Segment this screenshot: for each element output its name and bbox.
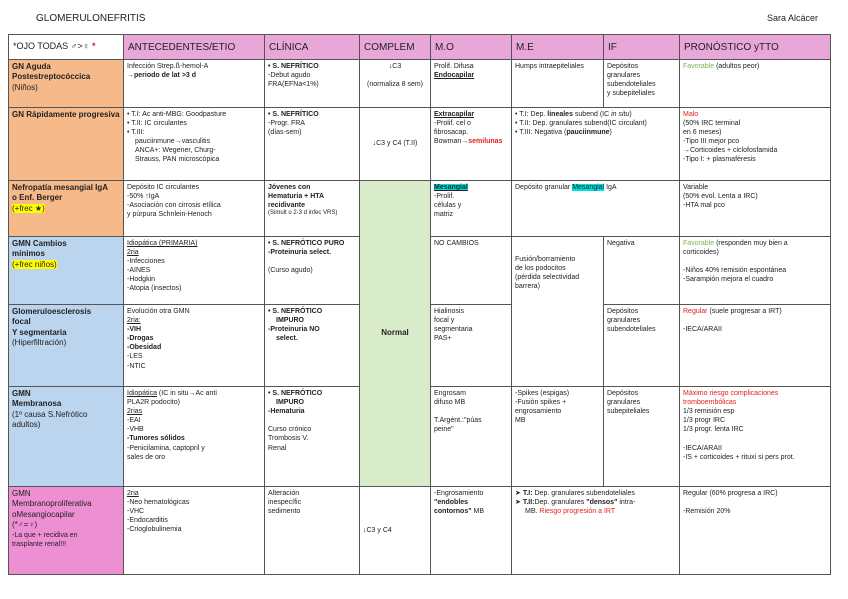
table-row [9, 60, 831, 108]
antecedentes-cell: Infección Strep.ß-hemol-A →periodo de lat >3 d [124, 60, 265, 108]
clinica-cell: • S. NEFRÓTICO PURO -Proteinuria select. (Curso agudo) [265, 237, 360, 305]
complem-cell: ↓C3 (normaliza 8 sem) [360, 60, 431, 108]
mo-cell: NO CAMBIOS [431, 237, 512, 305]
pronostico-cell: Máximo riesgo complicaciones tromboembólicas 1/3 remisión esp 1/3 progr IRC 1/3 progr. lenta IRC -IECA/ARAII -IS + corticoides + rituxi si pers prot. [680, 387, 831, 487]
if-cell: Depósitos granulares subendoteliales y subepiteliales [604, 60, 680, 108]
pronostico-cell: Regular (suele progresar a IRT) -IECA/ARAII [680, 305, 831, 387]
mo-cell: -Engrosamiento "endobles contornos" MB [431, 487, 512, 575]
mo-cell: Engrosam difuso MB T.Argént.:"púas peine" [431, 387, 512, 487]
author-name: Sara Alcácer [766, 13, 818, 23]
clinica-cell: • S. NEFRÓTICO IMPURO -Hematuria Curso crónico Trombosis V. Renal [265, 387, 360, 487]
header-clinica: CLÍNICA [265, 35, 360, 60]
me-if-cell: Depósito granular Mesangial IgA [512, 181, 680, 237]
mo-cell: Extracapilar -Prolif. cel o fibrosacap. Bowman→semilunas [431, 108, 512, 181]
antecedentes-cell: Idiopática (IC in situ→Ac anti PLA2R podocito) 2rias -EAI -VHB -Tumores sólidos -Penicilamina, captopril y sales de oro [124, 387, 265, 487]
row-name: Glomeruloesclerosis focal Y segmentaria (Hiperfiltración) [9, 305, 124, 387]
row-name: GMN Cambios mínimos (+frec niños) [9, 237, 124, 305]
table-row [9, 108, 831, 181]
complem-cell: ↓C3 y C4 (T.II) [360, 108, 431, 181]
header-complem: COMPLEM [360, 35, 431, 60]
header-if: IF [604, 35, 680, 60]
header-mo: M.O [431, 35, 512, 60]
row-name: Nefropatía mesangial IgA o Enf. Berger (+frec ★) [9, 181, 124, 237]
frec-badge: (+frec niños) [12, 259, 57, 269]
header-row [9, 35, 831, 60]
me-cell: -Spikes (espigas) -Fusión spikes + engrosamiento MB [512, 387, 604, 487]
me-cell: Humps intraepiteliales [512, 60, 604, 108]
header-me: M.E [512, 35, 604, 60]
clinica-cell: Jóvenes con Hematuria + HTA recidivante (Simult o 2-3 d infec VRS) [265, 181, 360, 237]
frec-badge: (+frec ★) [12, 203, 45, 213]
antecedentes-cell: Idiopática (PRIMARIA) 2ria -Infecciones -AINES -Hodgkin -Atopia (insectos) [124, 237, 265, 305]
me-if-cell: ➤ T.I: Dep. granulares subendoteliales ➤ T.II:Dep. granulares "densos" intra- MB. Riesgo progresión a IRT [512, 487, 680, 575]
clinica-cell: Alteración inespecífic sedimento [265, 487, 360, 575]
pronostico-cell: Malo (50% IRC terminal en 6 meses) -Tipo III mejor pco →Corticoides + ciclofosfamida -Tipo I: + plasmaféresis [680, 108, 831, 181]
row-name: GMN Membranosa (1º causa S.Nefrótico adultos) [9, 387, 124, 487]
header-pronostico: PRONÓSTICO yTTO [680, 35, 831, 60]
pronostico-cell: Variable (50% evol. Lenta a IRC) -HTA mal pco [680, 181, 831, 237]
me-cell: Fusión/borramiento de los podocitos (pérdida selectividad barrera) [512, 237, 604, 387]
page-title: GLOMERULONEFRITIS [36, 13, 146, 24]
if-cell: Depósitos granulares subendoteliales [604, 305, 680, 387]
pronostico-cell: Favorable (adultos peor) [680, 60, 831, 108]
mo-cell: Prolif. Difusa Endocapilar [431, 60, 512, 108]
clinica-cell: • S. NEFRÍTICO -Progr. FRA (días-sem) [265, 108, 360, 181]
row-name: GN Aguda Postestreptocóccica (Niños) [9, 60, 124, 108]
table-row [9, 181, 831, 237]
mo-cell: Mesangial -Prolif. células y matriz [431, 181, 512, 237]
clinica-cell: • S. NEFRÍTICO -Debut agudo FRA(EFNa<1%) [265, 60, 360, 108]
antecedentes-cell: Depósito IC circulantes -50% ↑IgA -Asociación con cirrosis etílica y púrpura Schnlein-Henoch [124, 181, 265, 237]
pronostico-cell: Regular (60% progresa a IRC) -Remisión 20% [680, 487, 831, 575]
complem-normal-cell: Normal [360, 181, 431, 487]
row-name: GN Rápidamente progresiva [9, 108, 124, 181]
if-cell: Negativa [604, 237, 680, 305]
antecedentes-cell: 2ria -Neo hematológicas -VHC -Endocarditis -Crioglobulinemia [124, 487, 265, 575]
complem-cell: ↓C3 y C4 [360, 487, 431, 575]
mo-cell: Hialinosis focal y segmentaria PAS+ [431, 305, 512, 387]
gn-table [8, 34, 831, 575]
row-name: GMN Membranoproliferativa oMesangiocapilar (*♂=♀) -La que + recidiva en trasplante renal!!! [9, 487, 124, 575]
me-if-cell: • T.I: Dep. lineales subend (IC in situ) • T.II: Dep. granulares subend(IC circulant) • T.III: Negativa (pauciinmune) [512, 108, 680, 181]
header-antecedentes: ANTECEDENTES/ETIO [124, 35, 265, 60]
table-row [9, 487, 831, 575]
if-cell: Depósitos granulares subepiteliales [604, 387, 680, 487]
pronostico-cell: Favorable (responden muy bien a corticoides) -Niños 40% remisión espontánea -Sarampión mejora el cuadro [680, 237, 831, 305]
header-ojo: *OJO TODAS ♂>♀ * [9, 35, 124, 60]
antecedentes-cell: • T.I: Ac anti-MBG: Goodpasture • T.II: IC circulantes • T.III: pauciinmune→vasculitis ANCA+: Wegener, Churg- Strauss, PAN microscópica [124, 108, 265, 181]
antecedentes-cell: Evolución otra GMN 2ria: -VIH -Drogas -Obesidad -LES -NTIC [124, 305, 265, 387]
clinica-cell: • S. NEFRÓTICO IMPURO -Proteinuria NO select. [265, 305, 360, 387]
